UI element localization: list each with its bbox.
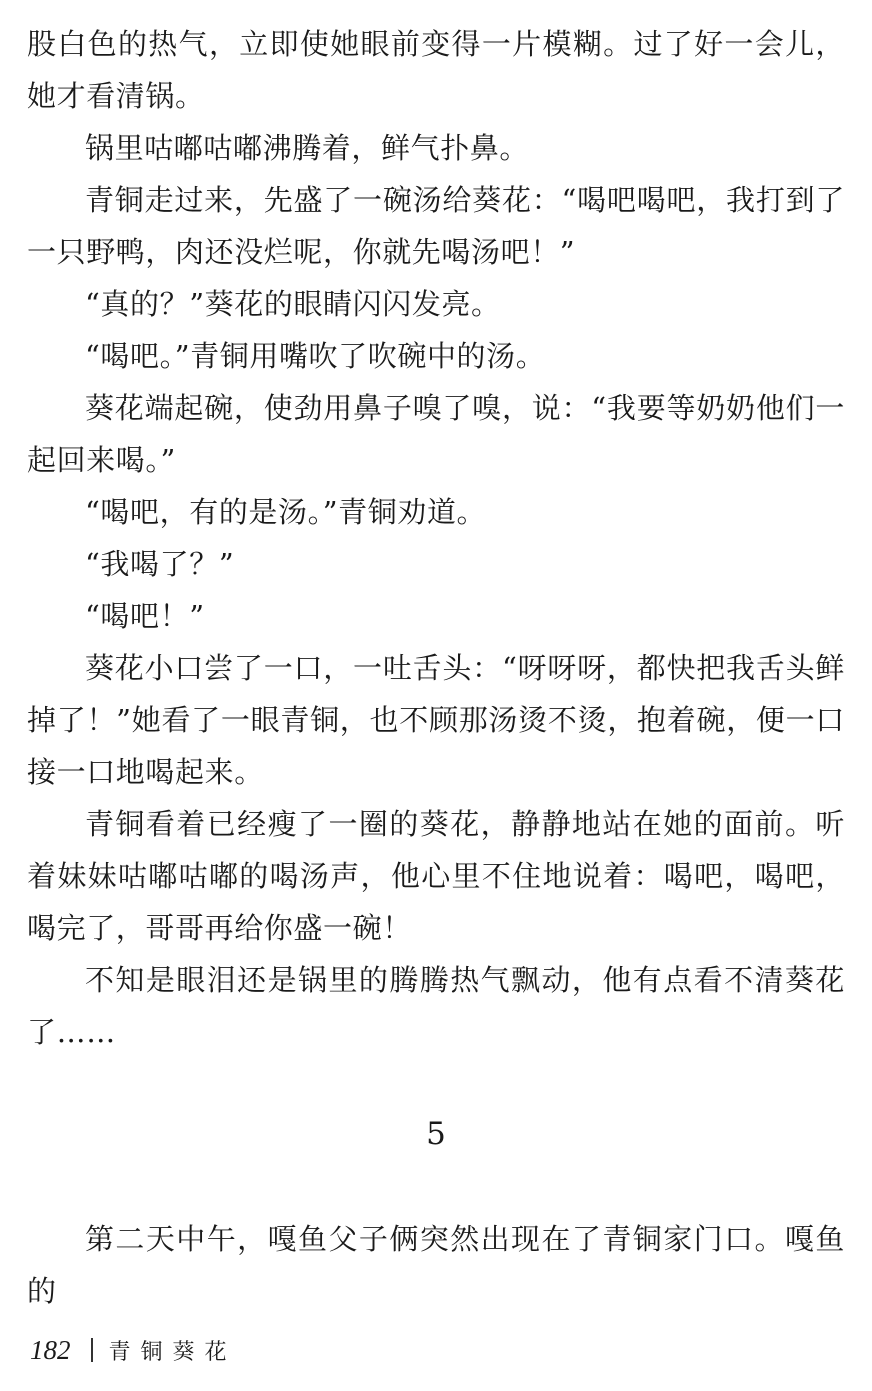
paragraph: 葵花小口尝了一口，一吐舌头：“呀呀呀，都快把我舌头鲜掉了！”她看了一眼青铜，也不顾那汤烫不烫，抱着碗，便一口接一口地喝起来。 <box>27 651 845 789</box>
paragraph: 不知是眼泪还是锅里的腾腾热气飘动，他有点看不清葵花了…… <box>27 963 845 1049</box>
page-number: 182 <box>30 1334 71 1365</box>
paragraph: 股白色的热气，立即使她眼前变得一片模糊。过了好一会儿，她才看清锅。 <box>27 27 845 113</box>
chapter-number: 5 <box>426 1116 446 1152</box>
footer-divider <box>91 1338 93 1362</box>
page-footer <box>30 1330 237 1370</box>
paragraph: “我喝了？” <box>85 547 235 581</box>
paragraph: 第二天中午，嘎鱼父子俩突然出现在了青铜家门口。嘎鱼的 <box>27 1222 845 1308</box>
paragraph: “喝吧！” <box>85 599 205 633</box>
book-title: 青铜葵花 <box>108 1339 237 1365</box>
body-text <box>27 18 845 1058</box>
paragraph: “真的？”葵花的眼睛闪闪发亮。 <box>85 287 501 321</box>
paragraph: “喝吧，有的是汤。”青铜劝道。 <box>85 495 487 529</box>
paragraph: “喝吧。”青铜用嘴吹了吹碗中的汤。 <box>85 339 546 373</box>
chapter-body <box>27 1213 845 1317</box>
paragraph: 锅里咕嘟咕嘟沸腾着，鲜气扑鼻。 <box>85 131 530 165</box>
paragraph: 葵花端起碗，使劲用鼻子嗅了嗅，说：“我要等奶奶他们一起回来喝。” <box>27 391 845 477</box>
paragraph: 青铜看着已经瘦了一圈的葵花，静静地站在她的面前。听着妹妹咕嘟咕嘟的喝汤声，他心里不住地说着：喝吧，喝吧，喝完了，哥哥再给你盛一碗！ <box>27 807 845 945</box>
paragraph: 青铜走过来，先盛了一碗汤给葵花：“喝吧喝吧，我打到了一只野鸭，肉还没烂呢，你就先喝汤吧！” <box>27 183 845 269</box>
